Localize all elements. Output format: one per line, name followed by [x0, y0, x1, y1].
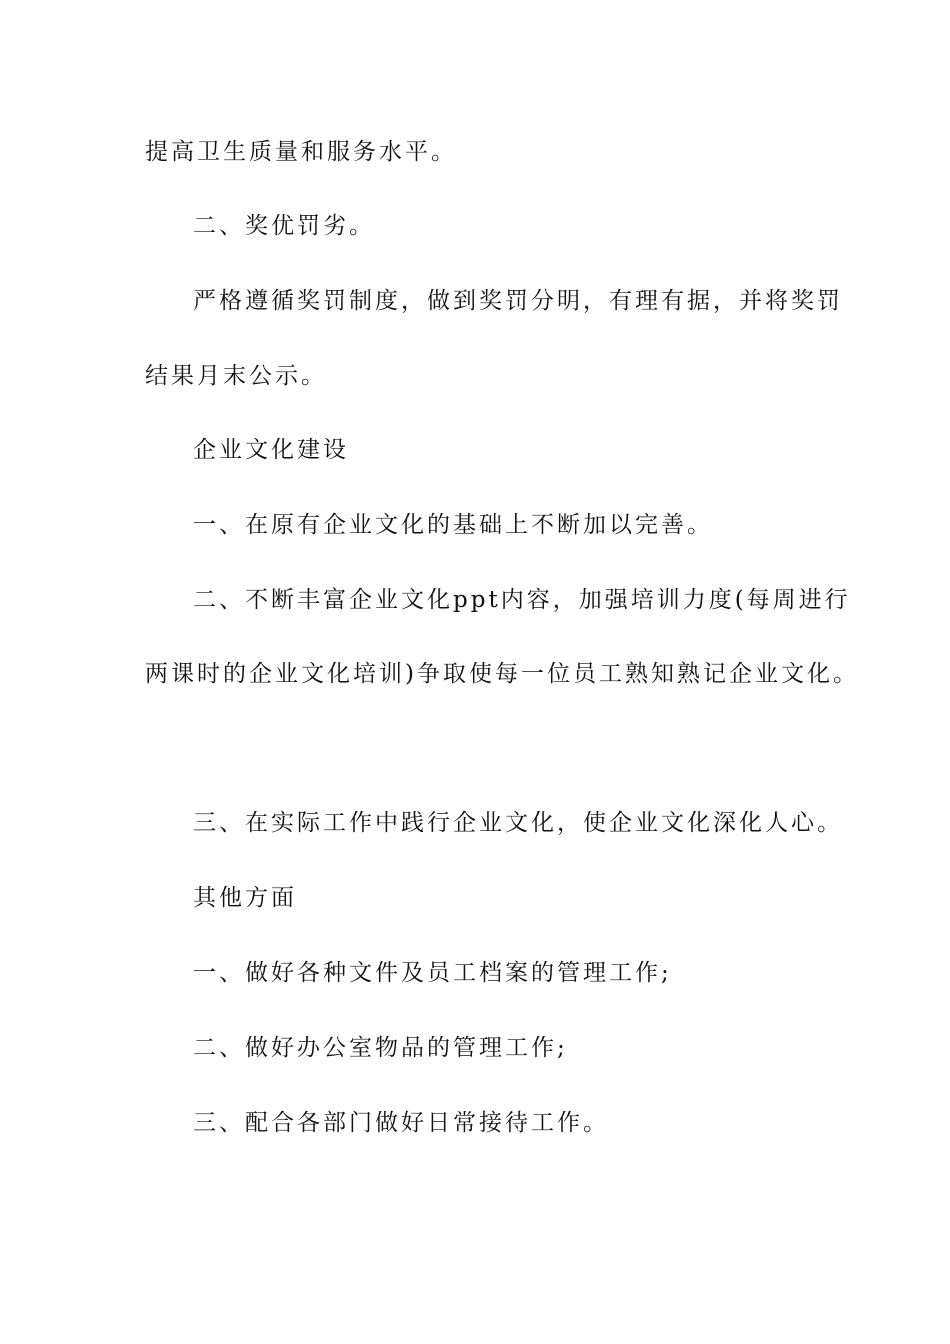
paragraph-line: 提高卫生质量和服务水平。 [145, 139, 457, 165]
paragraph-line: 严格遵循奖罚制度，做到奖罚分明，有理有据，并将奖罚 [193, 288, 843, 314]
list-item: 一、在原有企业文化的基础上不断加以完善。 [193, 512, 713, 538]
section-heading: 其他方面 [193, 885, 297, 911]
paragraph-line: 两课时的企业文化培训)争取使每一位员工熟知熟记企业文化。 [145, 661, 859, 687]
list-item: 三、配合各部门做好日常接待工作。 [193, 1110, 609, 1136]
list-item: 二、做好办公室物品的管理工作; [193, 1035, 568, 1061]
list-item: 一、做好各种文件及员工档案的管理工作; [193, 960, 672, 986]
section-heading: 二、奖优罚劣。 [193, 213, 375, 239]
list-item: 二、不断丰富企业文化ppt内容，加强培训力度(每周进行 [193, 587, 851, 613]
list-item: 三、在实际工作中践行企业文化，使企业文化深化人心。 [193, 810, 843, 836]
section-heading: 企业文化建设 [193, 437, 349, 463]
paragraph-line: 结果月末公示。 [145, 363, 327, 389]
